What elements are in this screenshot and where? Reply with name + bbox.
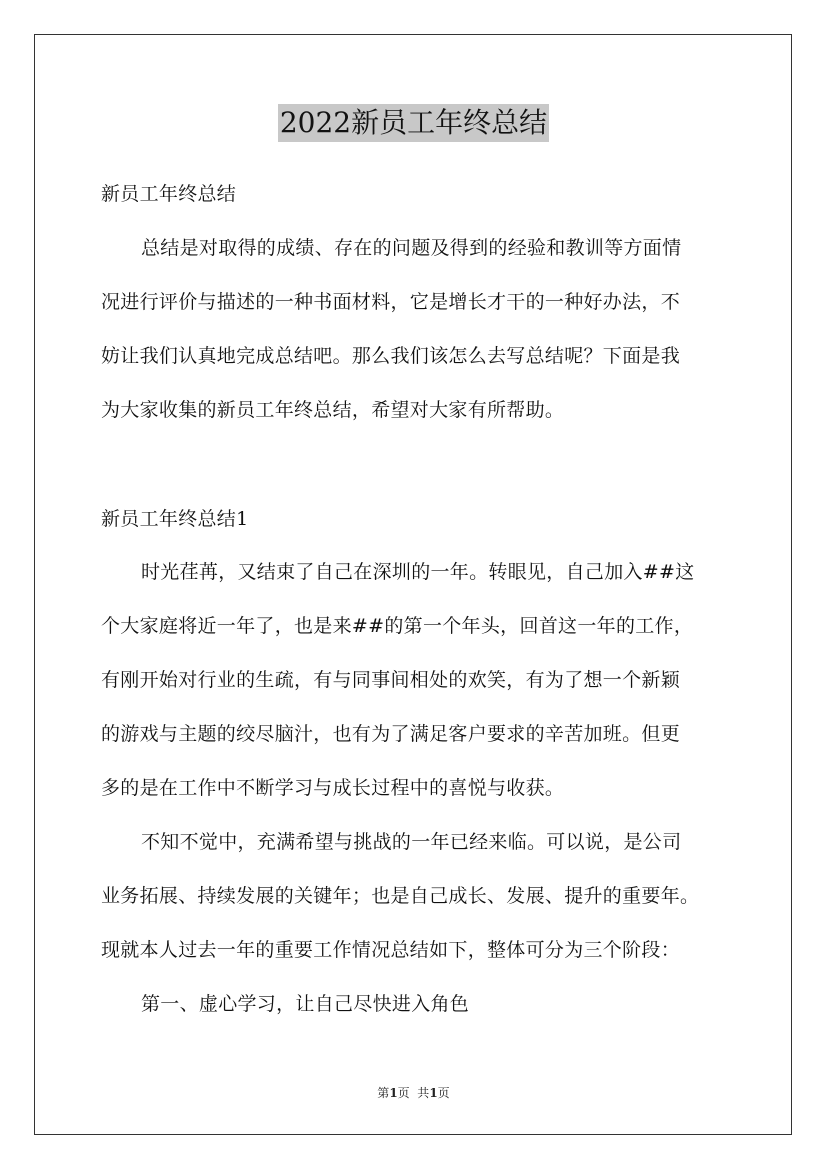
section1-p1-line-1: 时光荏苒，又结束了自己在深圳的一年。转眼见，自己加入##这 (141, 561, 695, 583)
page-label-mid: 页 共 (397, 1086, 430, 1100)
section1-p2-line-3: 现就本人过去一年的重要工作情况总结如下，整体可分为三个阶段： (101, 939, 681, 961)
page-label-suffix: 页 (437, 1086, 450, 1100)
section1-p2-line-2: 业务拓展、持续发展的关键年；也是自己成长、发展、提升的重要年。 (101, 885, 700, 907)
page-current-number: 1 (389, 1086, 398, 1100)
title-container (0, 104, 827, 142)
section-heading: 新员工年终总结1 (101, 508, 249, 530)
page-label-prefix: 第 (377, 1086, 390, 1100)
page-footer (0, 1085, 827, 1101)
intro-line-2: 况进行评价与描述的一种书面材料，它是增长才干的一种好办法，不 (101, 291, 681, 313)
section1-p1-line-5: 多的是在工作中不断学习与成长过程中的喜悦与收获。 (101, 777, 565, 799)
intro-line-4: 为大家收集的新员工年终总结，希望对大家有所帮助。 (101, 399, 565, 421)
section1-p2-line-1: 不知不觉中，充满希望与挑战的一年已经来临。可以说，是公司 (141, 831, 682, 853)
document-subtitle: 新员工年终总结 (101, 183, 237, 205)
section1-p1-line-3: 有刚开始对行业的生疏，有与同事间相处的欢笑，有为了想一个新颖 (101, 669, 681, 691)
section1-p1-line-4: 的游戏与主题的绞尽脑汁，也有为了满足客户要求的辛苦加班。但更 (101, 723, 681, 745)
page-total-number: 1 (429, 1086, 438, 1100)
document-title: 2022新员工年终总结 (278, 104, 549, 142)
section1-p3: 第一、虚心学习，让自己尽快进入角色 (141, 993, 470, 1015)
section1-p1-line-2: 个大家庭将近一年了，也是来##的第一个年头，回首这一年的工作， (101, 615, 694, 637)
intro-line-3: 妨让我们认真地完成总结吧。那么我们该怎么去写总结呢？下面是我 (101, 345, 681, 367)
intro-line-1: 总结是对取得的成绩、存在的问题及得到的经验和教训等方面情 (141, 237, 682, 259)
